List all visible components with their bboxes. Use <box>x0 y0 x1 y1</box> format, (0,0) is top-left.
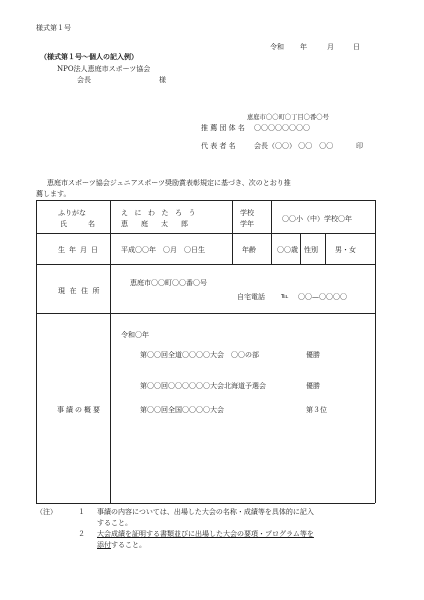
achievement-3-event: 第〇〇回全国〇〇〇〇大会 <box>140 406 224 414</box>
org-label: 推 薦 団 体 名 <box>201 124 245 132</box>
sex-value: 男・女 <box>335 246 356 254</box>
achievement-2-event: 第〇〇回〇〇〇〇〇〇大会北海道予選会 <box>140 382 266 390</box>
note-2-attach: 添付 <box>97 541 111 549</box>
note-2-rest: すること。 <box>111 541 146 549</box>
date-year: 年 <box>300 43 307 51</box>
furigana-value: えにわたろう <box>121 209 202 217</box>
notes-prefix: （注） <box>36 508 57 516</box>
address-value: 恵庭市〇〇町〇〇番〇号 <box>130 279 207 287</box>
furigana-label: ふりがな <box>58 209 86 217</box>
seal-mark: 印 <box>356 142 363 150</box>
school-label-top: 学校 <box>240 209 254 217</box>
form-type-title: （様式第１号～個人の記入例） <box>40 52 138 61</box>
addressee-title: 会長 <box>77 76 91 84</box>
intro-line-2: 薦します。 <box>36 190 71 198</box>
age-value: 〇〇歳 <box>277 246 298 254</box>
applicant-address: 恵庭市〇〇町〇丁目〇番〇号 <box>247 114 329 121</box>
age-label: 年齢 <box>242 246 256 254</box>
name-label: 氏 名 <box>60 220 95 228</box>
achievement-3-result: 第３位 <box>306 406 327 414</box>
intro-line-1: 恵庭市スポーツ協会ジュニアスポーツ奨励賞表彰規定に基づき、次のとおり推 <box>47 179 291 187</box>
sex-label: 性別 <box>304 246 318 254</box>
note-2-line-2 <box>97 540 146 550</box>
addressee-org: NPO法人恵庭市スポーツ協会 <box>57 65 151 73</box>
date-day: 日 <box>353 43 360 51</box>
phone-label: 自宅電話 <box>237 293 265 301</box>
achievements-year: 令和〇年 <box>121 331 149 339</box>
phone-value: 〇〇—〇〇〇〇 <box>298 293 347 301</box>
addressee-suffix: 様 <box>159 76 166 84</box>
achievement-1-event: 第〇〇回全道〇〇〇〇大会 〇〇の部 <box>140 351 259 359</box>
note-2-number: ２ <box>78 530 85 538</box>
org-value: 〇〇〇〇〇〇〇〇 <box>254 124 310 132</box>
date-month: 月 <box>327 43 334 51</box>
achievement-1-result: 優勝 <box>306 351 320 359</box>
achievements-label: 事績の概要 <box>57 406 102 414</box>
rep-value: 会長（〇〇） 〇〇 〇〇 <box>254 142 334 150</box>
note-2-line-1: 大会成績を証明する書類並びに出場した大会の要項・プログラム等を <box>97 530 314 538</box>
birth-label: 生年月日 <box>58 246 102 254</box>
name-value: 恵庭太郎 <box>121 220 201 228</box>
school-label-bottom: 学年 <box>240 220 254 228</box>
note-1-line-2: すること。 <box>97 519 132 527</box>
phone-tel-icon: ℡ <box>281 292 289 300</box>
birth-value: 平成〇〇年 〇月 〇日生 <box>121 246 205 254</box>
school-value: 〇〇小（中）学校〇年 <box>282 215 352 223</box>
note-1-number: １ <box>78 508 85 516</box>
achievement-2-result: 優勝 <box>306 382 320 390</box>
form-number: 様式第１号 <box>36 24 71 32</box>
rep-label: 代 表 者 名 <box>201 142 236 150</box>
address-label: 現在住所 <box>58 287 104 295</box>
date-era: 令和 <box>270 43 284 51</box>
note-1-line-1: 事績の内容については、出場した大会の名称・成績等を具体的に記入 <box>97 508 314 516</box>
